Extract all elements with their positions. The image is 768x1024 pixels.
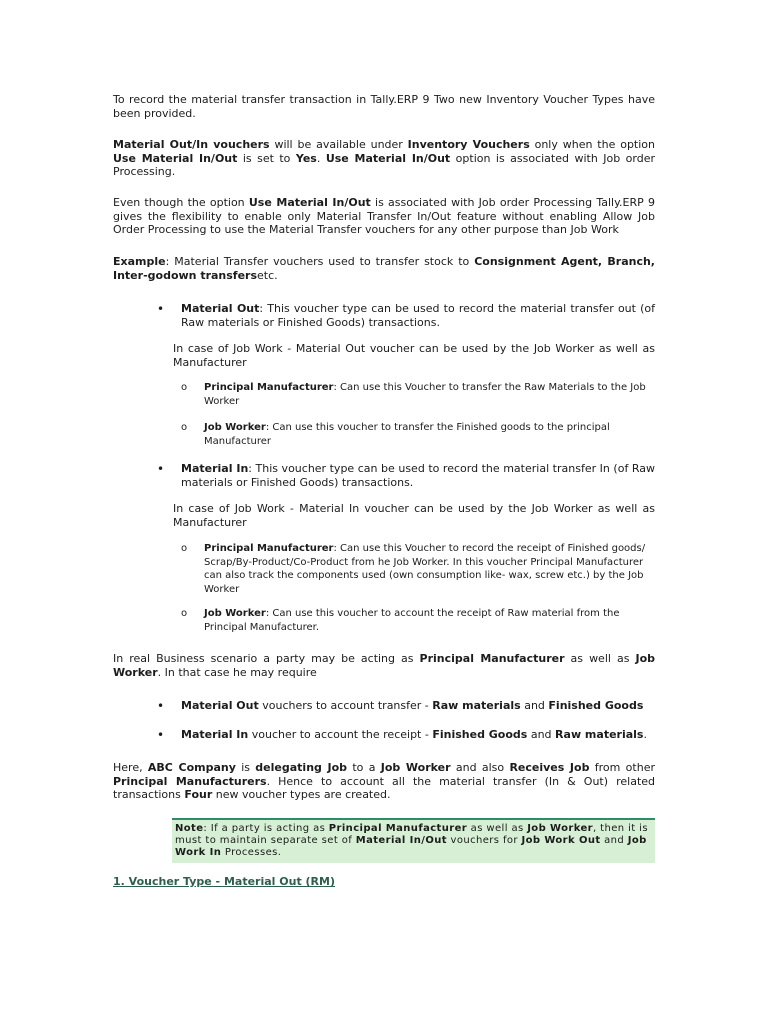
sub-bullet-icon: o [181,543,188,554]
bullet-icon: • [157,302,165,316]
section-heading-link[interactable]: 1. Voucher Type - Material Out (RM) [113,875,336,888]
material-out-principal-item: Principal Manufacturer: Can use this Voucher to transfer the Raw Materials to the Job Worker [204,382,646,407]
material-in-jobworker-item: Job Worker: Can use this voucher to account the receipt of Raw material from the Principal Manufacturer. [204,608,620,633]
material-vouchers-paragraph: Material Out/In vouchers will be available under Inventory Vouchers only when the option Use Material In/Out is set to Yes. Use Material In/Out option is associated with Job order Processing. [113,138,655,178]
material-out-job-work-note: In case of Job Work - Material Out voucher can be used by the Job Worker as well as Manufacturer [173,342,655,369]
abc-company-paragraph: Here, ABC Company is delegating Job to a Job Worker and also Receives Job from other Principal Manufacturers. Hence to account all the material transfer (In & Out) related transactions Four new voucher types are created. [113,761,656,801]
flexibility-paragraph: Even though the option Use Material In/Out is associated with Job order Processing Tally.ERP 9 gives the flexibility to enable only Material Transfer In/Out feature without enabling Allow Job Order Processing to use the Material Transfer vouchers for any other purpose than Job Work [113,196,655,236]
sub-bullet-icon: o [181,382,188,393]
material-in-item: Material In: This voucher type can be used to record the material transfer In (of Raw materials or Finished Goods) transactions. [181,462,655,489]
material-in-job-work-note: In case of Job Work - Material In voucher can be used by the Job Worker as well as Manufacturer [173,502,655,529]
bullet-icon: • [157,462,165,476]
intro-paragraph: To record the material transfer transaction in Tally.ERP 9 Two new Inventory Voucher Types have been provided. [113,93,655,120]
business-scenario-paragraph: In real Business scenario a party may be acting as Principal Manufacturer as well as Job Worker. In that case he may require [113,652,656,679]
sub-bullet-icon: o [181,422,188,433]
material-out-jobworker-item: Job Worker: Can use this voucher to transfer the Finished goods to the principal Manufacturer [204,422,610,447]
bullet-icon: • [157,728,165,742]
require-material-out-item: Material Out vouchers to account transfer - Raw materials and Finished Goods [181,699,644,712]
note-box: Note: If a party is acting as Principal Manufacturer as well as Job Worker, then it is must to maintain separate set of Material In/Out vouchers for Job Work Out and Job Work In Processes. [172,818,655,863]
require-material-in-item: Material In voucher to account the receipt - Finished Goods and Raw materials. [181,728,647,741]
sub-bullet-icon: o [181,608,188,619]
material-in-principal-item: Principal Manufacturer: Can use this Voucher to record the receipt of Finished goods/ Scrap/By-Product/Co-Product from he Job Worker. In this voucher Principal Manufacturer can also track the components used (own consumption like- wax, screw etc.) by the Job Worker [204,543,646,595]
example-paragraph: Example: Material Transfer vouchers used to transfer stock to Consignment Agent, Branch, Inter-godown transfersetc. [113,255,655,282]
bullet-icon: • [157,699,165,713]
material-out-item: Material Out: This voucher type can be used to record the material transfer out (of Raw materials or Finished Goods) transactions. [181,302,655,329]
